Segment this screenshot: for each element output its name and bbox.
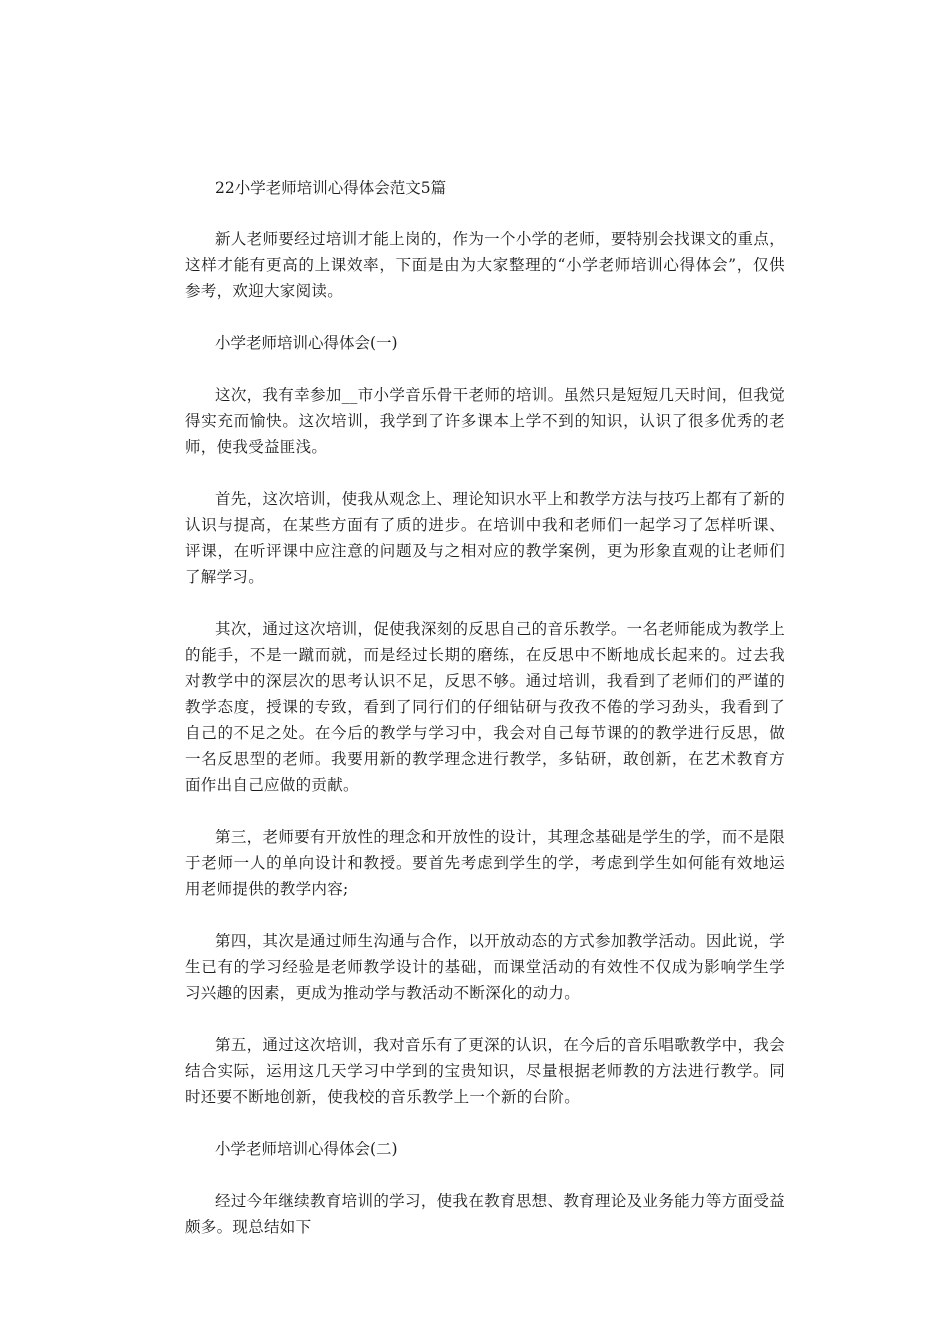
section-heading-1: 小学老师培训心得体会(一) (215, 334, 398, 352)
paragraph: 其次，通过这次培训，促使我深刻的反思自己的音乐教学。一名老师能成为教学上的能手，不是一蹴而就，而是经过长期的磨练，在反思中不断地成长起来的。过去我对教学中的深层次的思考认识不足，反思不够。通过培训，我看到了老师们的严谨的教学态度，授课的专致，看到了同行们的仔细钻研与孜孜不倦的学习劲头，我看到了自己的不足之处。在今后的教学与学习中，我会对自己每节课的的教学进行反思，做一名反思型的老师。我要用新的教学理念进行教学，多钻研，敢创新，在艺术教育方面作出自己应做的贡献。 (185, 620, 785, 794)
paragraph: 首先，这次培训，使我从观念上、理论知识水平上和教学方法与技巧上都有了新的认识与提高，在某些方面有了质的进步。在培训中我和老师们一起学习了怎样听课、评课，在听评课中应注意的问题及与之相对应的教学案例，更为形象直观的让老师们了解学习。 (185, 490, 785, 586)
paragraph: 第四，其次是通过师生沟通与合作，以开放动态的方式参加教学活动。因此说，学生已有的学习经验是老师教学设计的基础，而课堂活动的有效性不仅成为影响学生学习兴趣的因素，更成为推动学与教活动不断深化的动力。 (185, 932, 785, 1002)
paragraph: 第三，老师要有开放性的理念和开放性的设计，其理念基础是学生的学，而不是限于老师一人的单向设计和教授。要首先考虑到学生的学，考虑到学生如何能有效地运用老师提供的教学内容; (185, 828, 785, 898)
intro-paragraph: 新人老师要经过培训才能上岗的，作为一个小学的老师，要特别会找课文的重点，这样才能有更高的上课效率，下面是由为大家整理的“小学老师培训心得体会”，仅供参考，欢迎大家阅读。 (185, 230, 785, 300)
paragraph: 第五，通过这次培训，我对音乐有了更深的认识，在今后的音乐唱歌教学中，我会结合实际，运用这几天学习中学到的宝贵知识，尽量根据老师教的方法进行教学。同时还要不断地创新，使我校的音乐教学上一个新的台阶。 (185, 1036, 785, 1106)
section-heading-2: 小学老师培训心得体会(二) (215, 1140, 398, 1158)
paragraph: 这次，我有幸参加__市小学音乐骨干老师的培训。虽然只是短短几天时间，但我觉得实充而愉快。这次培训，我学到了许多课本上学不到的知识，认识了很多优秀的老师，使我受益匪浅。 (185, 386, 785, 456)
document-title: 22小学老师培训心得体会范文5篇 (215, 179, 447, 197)
paragraph: 经过今年继续教育培训的学习，使我在教育思想、教育理论及业务能力等方面受益颇多。现总结如下 (185, 1192, 785, 1236)
document-body (185, 175, 785, 1266)
